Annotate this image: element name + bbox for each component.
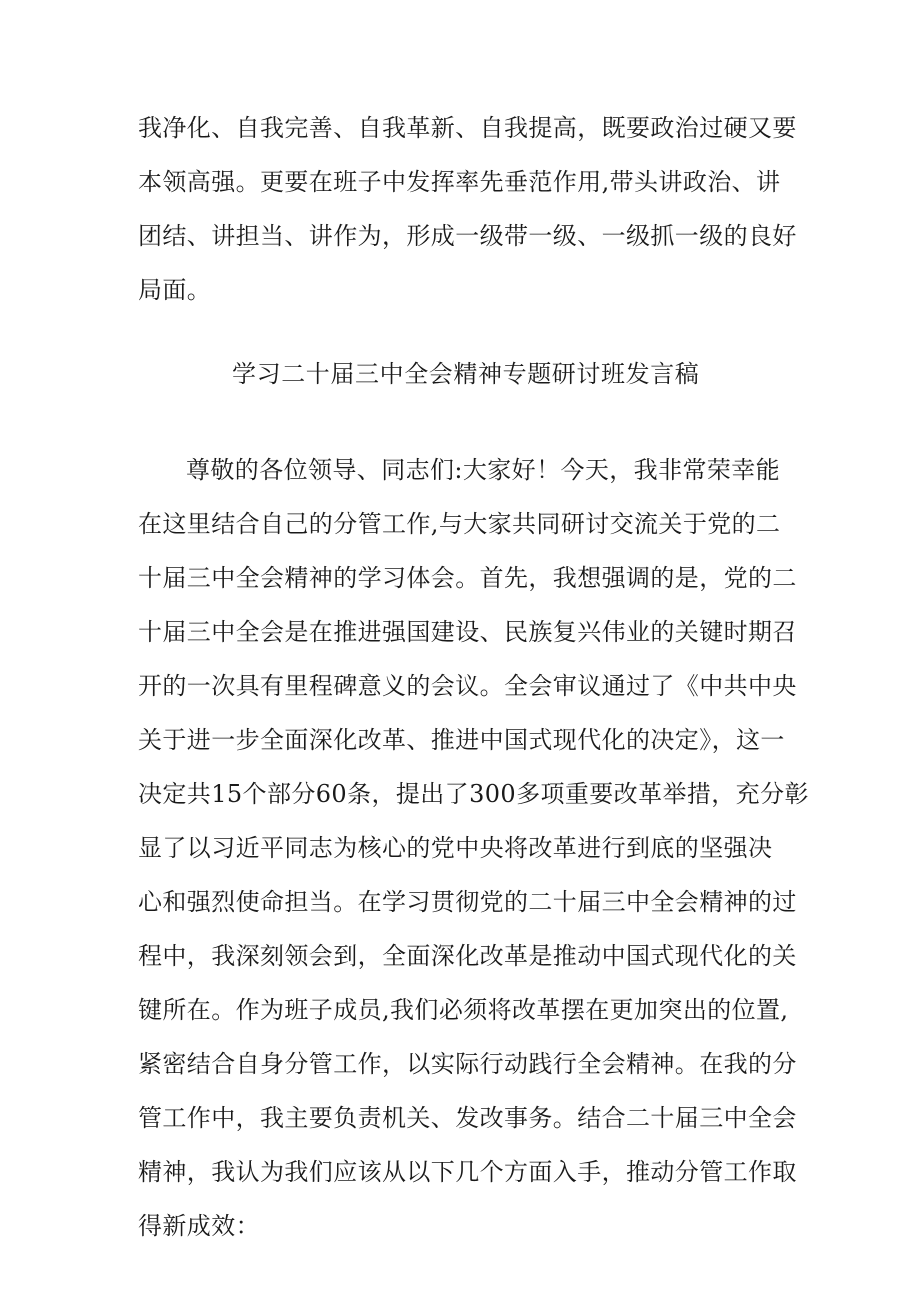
speech-line: 关于进一步全面深化改革、推进中国式现代化的决定》，这一: [138, 726, 785, 754]
speech-line: 在这里结合自己的分管工作,与大家共同研讨交流关于党的二: [138, 510, 781, 538]
speech-line: 十届三中全会是在推进强国建设、民族复兴伟业的关键时期召: [138, 618, 797, 646]
speech-line: 紧密结合自身分管工作，以实际行动践行全会精神。在我的分: [138, 1050, 797, 1078]
intro-line: 本领高强。更要在班子中发挥率先垂范作用,带头讲政治、讲: [138, 168, 781, 196]
speech-line: 管工作中，我主要负责机关、发改事务。结合二十届三中全会: [138, 1104, 797, 1132]
speech-line: 开的一次具有里程碑意义的会议。全会审议通过了《中共中央: [138, 672, 797, 700]
speech-line: 尊敬的各位领导、同志们:大家好！今天，我非常荣幸能: [186, 456, 781, 484]
speech-line: 决定共15个部分60条，提出了300多项重要改革举措，充分彰: [138, 780, 809, 808]
speech-line: 精神，我认为我们应该从以下几个方面入手，推动分管工作取: [138, 1158, 797, 1186]
intro-line: 局面。: [138, 276, 212, 304]
speech-line: 程中，我深刻领会到，全面深化改革是推动中国式现代化的关: [138, 942, 797, 970]
speech-line: 得新成效：: [138, 1212, 260, 1240]
speech-line: 键所在。作为班子成员,我们必须将改革摆在更加突出的位置,: [138, 996, 789, 1024]
intro-line: 我净化、自我完善、自我革新、自我提高，既要政治过硬又要: [138, 114, 797, 142]
speech-line: 心和强烈使命担当。在学习贯彻党的二十届三中全会精神的过: [138, 888, 797, 916]
speech-line: 十届三中全会精神的学习体会。首先，我想强调的是，党的二: [138, 564, 797, 592]
section-title: 学习二十届三中全会精神专题研讨班发言稿: [232, 360, 700, 388]
intro-line: 团结、讲担当、讲作为，形成一级带一级、一级抓一级的良好: [138, 222, 797, 250]
speech-line: 显了以习近平同志为核心的党中央将改革进行到底的坚强决: [138, 834, 773, 862]
